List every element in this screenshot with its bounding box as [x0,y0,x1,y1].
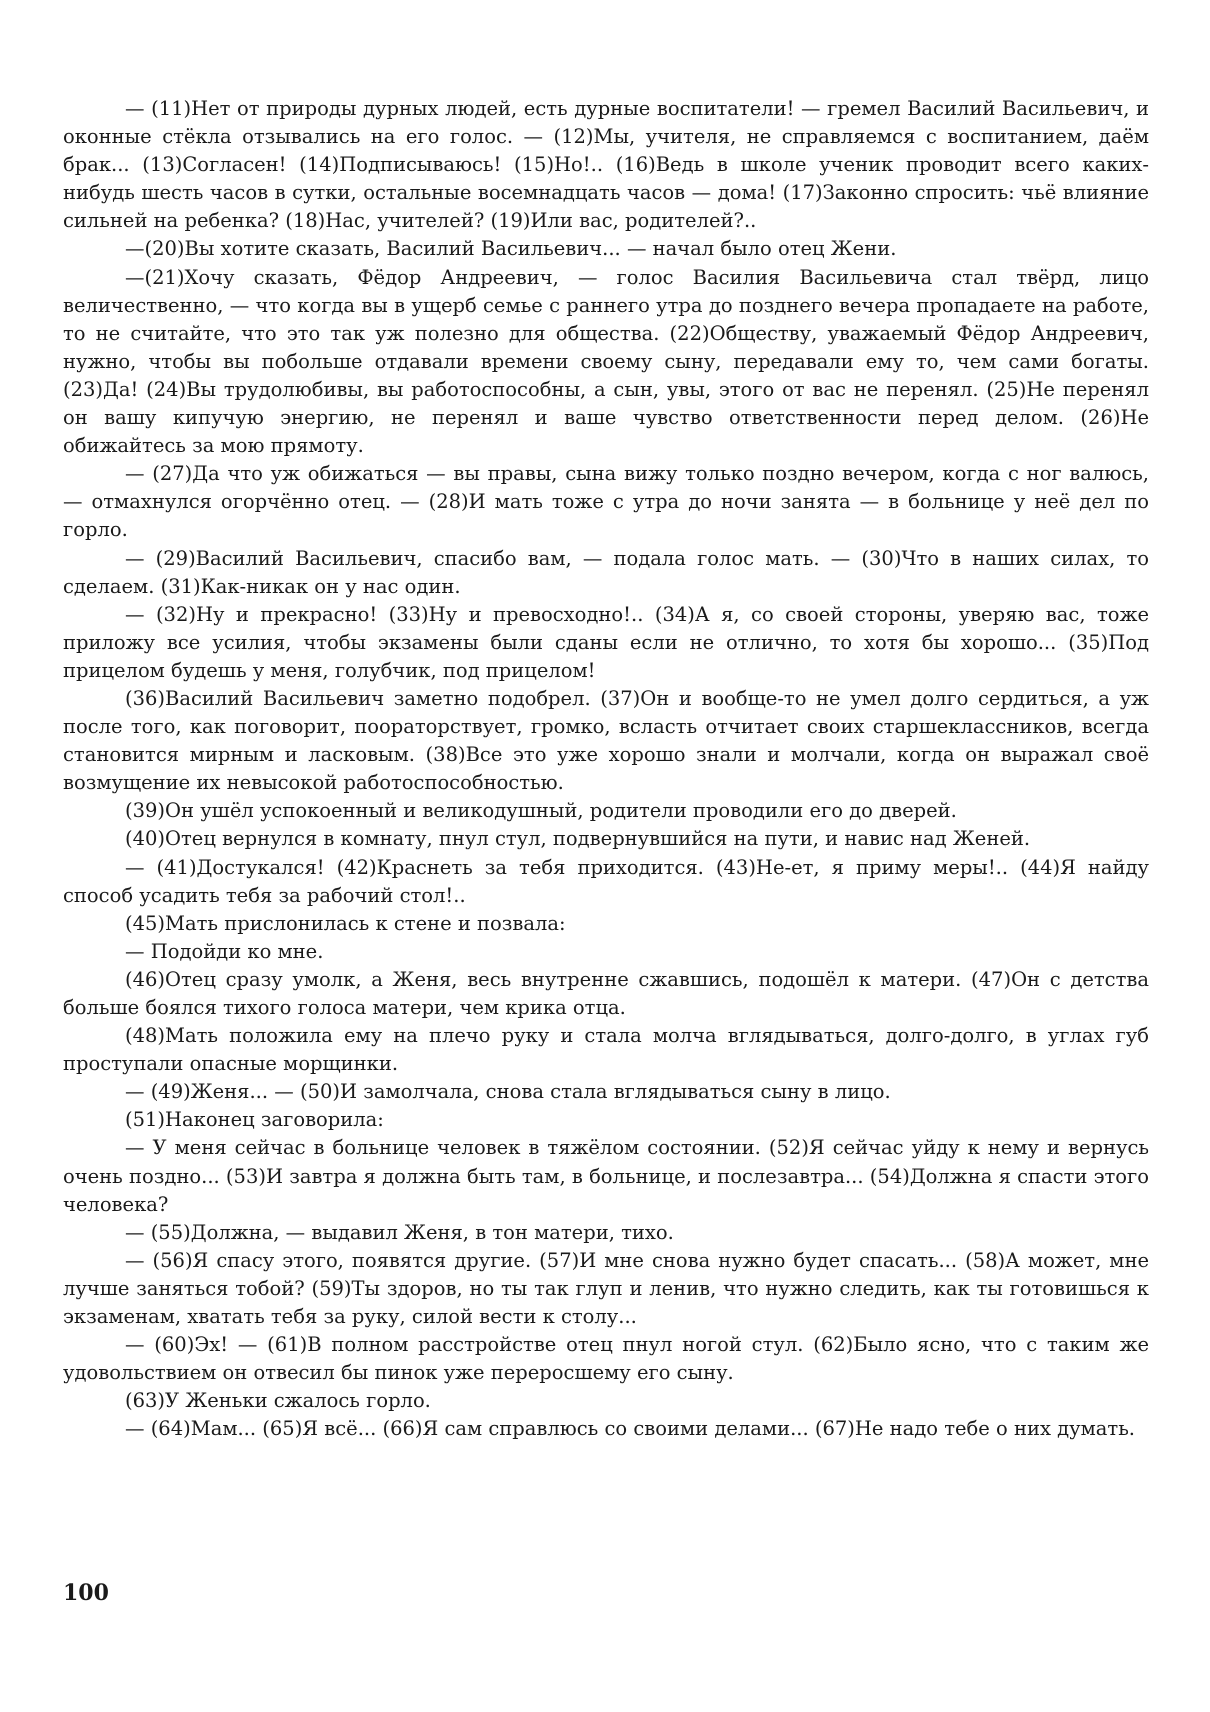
paragraph: (45)Мать прислонилась к стене и позвала: [125,911,566,935]
paragraph: — (41)Достукался! (42)Краснеть за тебя приходится. (43)Не-ет, я приму меры!.. (44)Я найду способ усадить тебя за рабочий стол!.. [63,855,1149,907]
paragraph: (36)Василий Васильевич заметно подобрел. (37)Он и вообще-то не умел долго сердиться, а уж после того, как поговорит, поораторствует, громко, всласть отчитает своих старшеклассников, всегда становится мирным и ласковым. (38)Все это уже хорошо знали и молчали, когда он выражал своё возмущение их невысокой работоспособностью. [63,686,1149,795]
paragraph: — (55)Должна, — выдавил Женя, в тон матери, тихо. [125,1220,674,1244]
body-text [63,95,1149,1444]
paragraph: (48)Мать положила ему на плечо руку и стала молча вглядываться, долго-долго, в углах губ проступали опасные морщинки. [63,1024,1149,1076]
page-number: 100 [63,1580,109,1606]
paragraph: — (49)Женя... — (50)И замолчала, снова стала вглядываться сыну в лицо. [125,1080,891,1104]
paragraph: — Подойди ко мне. [125,939,324,963]
paragraph: (63)У Женьки сжалось горло. [125,1389,431,1413]
paragraph: — (60)Эх! — (61)В полном расстройстве отец пнул ногой стул. (62)Было ясно, что с таким же удовольствием он отвесил бы пинок уже переросшему его сыну. [63,1333,1149,1385]
paragraph: — У меня сейчас в больнице человек в тяжёлом состоянии. (52)Я сейчас уйду к нему и вернусь очень поздно... (53)И завтра я должна быть там, в больнице, и послезавтра... (54)Должна я спасти этого человека? [63,1136,1149,1216]
paragraph: — (56)Я спасу этого, появятся другие. (57)И мне снова нужно будет спасать... (58)А может, мне лучше заняться тобой? (59)Ты здоров, но ты так глуп и ленив, что нужно следить, как ты готовишься к экзаменам, хватать тебя за руку, силой вести к столу... [63,1248,1149,1329]
paragraph: — (29)Василий Васильевич, спасибо вам, — подала голос мать. — (30)Что в наших силах, то сделаем. (31)Как-никак он у нас один. [63,546,1149,598]
paragraph: (40)Отец вернулся в комнату, пнул стул, подвернувшийся на пути, и навис над Женей. [125,827,1031,851]
paragraph: (51)Наконец заговорила: [125,1108,384,1132]
paragraph: (46)Отец сразу умолк, а Женя, весь внутренне сжавшись, подошёл к матери. (47)Он с детства больше боялся тихого голоса матери, чем крика отца. [63,967,1149,1019]
paragraph: —(21)Хочу сказать, Фёдор Андреевич, — голос Василия Васильевича стал твёрд, лицо величественно, — что когда вы в ущерб семье с раннего утра до позднего вечера пропадаете на работе, то не считайте, что это так уж полезно для общества. (22)Обществу, уважаемый Фёдор Андреевич, нужно, чтобы вы побольше отдавали времени своему сыну, передавали ему то, чем сами богаты. (23)Да! (24)Вы трудолюбивы, вы работоспособны, а сын, увы, этого от вас не перенял. (25)Не перенял он вашу кипучую энергию, не перенял и ваше чувство ответственности перед делом. (26)Не обижайтесь за мою прямоту. [63,265,1149,458]
paragraph: —(20)Вы хотите сказать, Василий Васильевич... — начал было отец Жени. [125,237,897,261]
paragraph: — (11)Нет от природы дурных людей, есть дурные воспитатели! — гремел Василий Васильевич, и оконные стёкла отзывались на его голос. — (12)Мы, учителя, не справляемся с воспитанием, даём брак... (13)Согласен! (14)Подписываюсь! (15)Но!.. (16)Ведь в школе ученик проводит всего каких-нибудь шесть часов в сутки, остальные восемнадцать часов — дома! (17)Законно спросить: чьё влияние сильней на ребенка? (18)Нас, учителей? (19)Или вас, родителей?.. [63,97,1149,233]
paragraph: (39)Он ушёл успокоенный и великодушный, родители проводили его до дверей. [125,799,957,823]
paragraph: — (64)Мам... (65)Я всё... (66)Я сам справлюсь со своими делами... (67)Не надо тебе о них думать. [125,1417,1136,1441]
paragraph: — (32)Ну и прекрасно! (33)Ну и превосходно!.. (34)А я, со своей стороны, уверяю вас, тоже приложу все усилия, чтобы экзамены были сданы если не отлично, то хотя бы хорошо... (35)Под прицелом будешь у меня, голубчик, под прицелом! [63,602,1149,682]
paragraph: — (27)Да что уж обижаться — вы правы, сына вижу только поздно вечером, когда с ног валюсь, — отмахнулся огорчённо отец. — (28)И мать тоже с утра до ночи занята — в больнице у неё дел по горло. [63,462,1149,542]
